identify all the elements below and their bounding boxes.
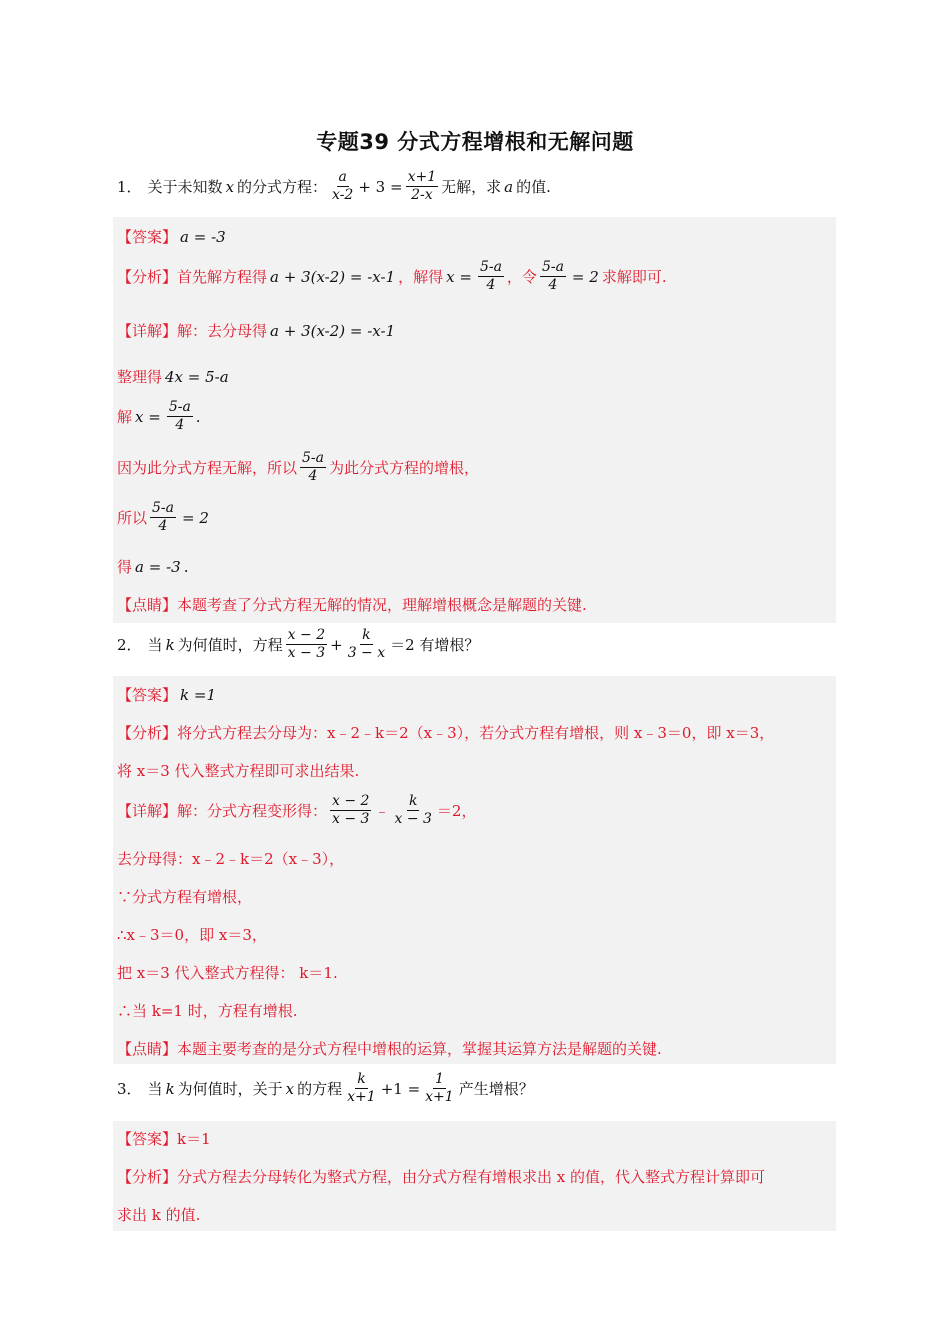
- detail-step: ∵分式方程有增根，: [117, 888, 253, 906]
- math-op: +1 =: [380, 1079, 421, 1098]
- question-text: 无解，求: [441, 178, 502, 197]
- analysis-text: ，令: [506, 268, 537, 287]
- question-text: 的分式方程：: [237, 178, 328, 197]
- question-number: 3．: [117, 1080, 142, 1099]
- question-text: 为何值时，关于: [177, 1080, 283, 1099]
- detail-step: ∴当 k=1 时，方程有增根.: [117, 1002, 298, 1020]
- question-text: 产生增根？: [458, 1080, 534, 1099]
- answer-2: [117, 684, 219, 705]
- answer-expr: k =1: [180, 685, 216, 704]
- analysis-text: ，解得: [398, 268, 444, 287]
- note-text: 本题考查了分式方程无解的情况，理解增根概念是解题的关键.: [177, 596, 587, 614]
- math-expr: 4x = 5-a: [165, 367, 229, 386]
- detail-2: [117, 794, 476, 828]
- analysis-text: 首先解方程得: [177, 268, 268, 287]
- answer-expr: a = -3: [180, 227, 226, 246]
- question-2: [117, 628, 479, 662]
- note-1: [117, 594, 587, 615]
- analysis-text: 将分式方程去分母为：x﹣2﹣k＝2（x﹣3），若分式方程有增根，则 x﹣3＝0，即 x＝3，: [177, 724, 775, 742]
- note-2: [117, 1038, 662, 1059]
- detail-step: 把 x＝3 代入整式方程得： k＝1.: [117, 964, 338, 982]
- math-var: k: [165, 635, 175, 654]
- detail-text: 解：分式方程变形得：: [177, 802, 328, 821]
- question-1: [117, 170, 551, 204]
- fraction: $\frac{5-a}{4}$: [168, 399, 191, 434]
- detail-step: [117, 366, 232, 387]
- fraction: $\frac{x - 2}{x - 3}$: [287, 627, 326, 662]
- fraction: $\frac{5-a}{4}$: [479, 259, 502, 294]
- math-op: +: [330, 635, 343, 654]
- fraction: $\frac{5-a}{4}$: [541, 259, 564, 294]
- question-text: ＝2 有增根？: [390, 636, 480, 655]
- math-expr: x =: [446, 267, 472, 286]
- answer-expr: k＝1: [177, 1130, 211, 1148]
- analysis-tag: 【分析】: [117, 1168, 178, 1186]
- fraction: $\frac{k}{3 - x}$: [347, 627, 386, 662]
- fraction: $\frac{1}{x+1}$: [425, 1071, 454, 1106]
- analysis-text: 求解即可.: [601, 268, 667, 287]
- question-3: [117, 1072, 534, 1106]
- analysis-text: 求出 k 的值.: [117, 1206, 201, 1224]
- math-var: k: [165, 1079, 175, 1098]
- detail-step: 去分母得：x﹣2﹣k＝2（x﹣3），: [117, 850, 345, 868]
- answer-tag: 【答案】: [117, 1130, 178, 1148]
- question-text: 的方程: [297, 1080, 343, 1099]
- math-expr: = 2: [182, 508, 209, 527]
- analysis-tag: 【分析】: [117, 724, 178, 742]
- analysis-2-cont: [117, 760, 359, 781]
- question-text: 的值.: [516, 178, 551, 197]
- detail-step: [117, 400, 201, 434]
- answer-tag: 【答案】: [117, 228, 178, 246]
- question-text: 当: [147, 1080, 163, 1099]
- detail-text: 解: [117, 408, 133, 427]
- detail-text: 整理得: [117, 368, 163, 386]
- detail-step: [117, 501, 212, 535]
- detail-text: 因为此分式方程无解，所以: [117, 459, 298, 478]
- detail-text: 解：去分母得: [177, 322, 268, 340]
- detail-step: [117, 451, 479, 485]
- detail-text: 所以: [117, 509, 148, 528]
- detail-tag: 【详解】: [117, 802, 178, 821]
- analysis-3-cont: [117, 1204, 200, 1225]
- question-text: 当: [147, 636, 163, 655]
- fraction: $\frac{5-a}{4}$: [302, 450, 324, 485]
- analysis-2: [117, 722, 774, 743]
- fraction: $\frac{5-a}{4}$: [152, 500, 174, 535]
- note-tag: 【点睛】: [117, 596, 178, 614]
- answer-1: [117, 226, 229, 247]
- question-text: 关于未知数: [147, 178, 223, 197]
- math-expr: a + 3(x-2) = -x-1: [270, 321, 396, 340]
- detail-tag: 【详解】: [117, 322, 178, 340]
- math-op: ＝2，: [436, 802, 477, 821]
- detail-step: [117, 556, 188, 577]
- math-expr: a + 3(x-2) = -x-1: [270, 267, 396, 286]
- math-op: + 3 =: [358, 177, 403, 196]
- math-expr: a = -3: [135, 557, 181, 576]
- fraction: $\frac{a}{x-2}$: [332, 169, 354, 204]
- punct: .: [195, 407, 201, 426]
- fraction: $\frac{k}{x+1}$: [347, 1071, 376, 1106]
- math-op: ﹣: [374, 802, 390, 821]
- fraction: $\frac{k}{x - 3}$: [394, 793, 432, 828]
- fraction: $\frac{x - 2}{x - 3}$: [332, 793, 370, 828]
- math-expr: x =: [135, 407, 161, 426]
- question-number: 2．: [117, 636, 142, 655]
- punct: .: [183, 557, 189, 576]
- math-var: x: [285, 1079, 295, 1098]
- analysis-1: [117, 260, 667, 294]
- answer-tag: 【答案】: [117, 686, 178, 704]
- detail-step: ∴x﹣3＝0，即 x＝3，: [117, 926, 267, 944]
- analysis-text: 将 x＝3 代入整式方程即可求出结果.: [117, 762, 360, 780]
- detail-text: 为此分式方程的增根，: [329, 459, 480, 478]
- note-text: 本题主要考查的是分式方程中增根的运算，掌握其运算方法是解题的关键.: [177, 1040, 662, 1058]
- detail-1: [117, 320, 398, 341]
- page-title: 专题39 分式方程增根和无解问题: [316, 130, 634, 154]
- fraction: $\frac{x+1}{2-x}$: [407, 169, 437, 204]
- note-tag: 【点睛】: [117, 1040, 178, 1058]
- question-number: 1．: [117, 178, 142, 197]
- math-expr: = 2: [571, 267, 599, 286]
- question-text: 为何值时，方程: [177, 636, 283, 655]
- analysis-text: 分式方程去分母转化为整式方程，由分式方程有增根求出 x 的值，代入整式方程计算即可: [177, 1168, 766, 1186]
- math-var: a: [504, 177, 514, 196]
- analysis-3: [117, 1166, 765, 1187]
- detail-text: 得: [117, 558, 133, 576]
- answer-3: [117, 1128, 211, 1149]
- math-var: x: [225, 177, 235, 196]
- analysis-tag: 【分析】: [117, 268, 178, 287]
